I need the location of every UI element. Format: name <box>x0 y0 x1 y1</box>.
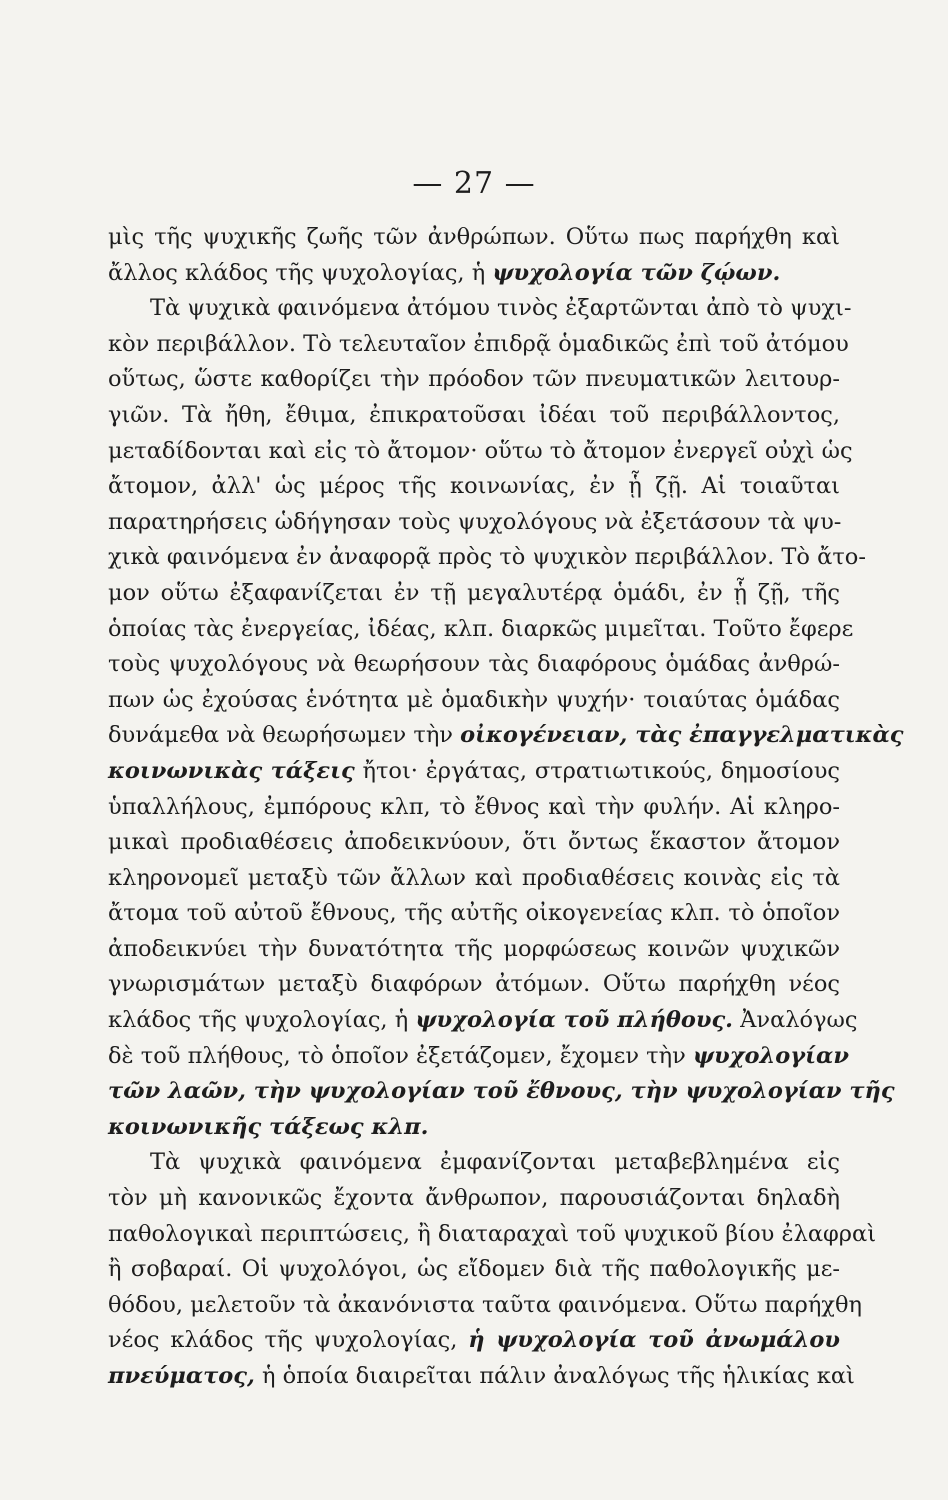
text-segment: Ἀναλόγως <box>733 1007 858 1034</box>
text-segment: ἀποδεικνύει τὴν δυνατότητα τῆς μορφώσεως κοινῶν ψυχικῶν <box>108 935 840 962</box>
text-segment: ἄτομα τοῦ αὐτοῦ ἔθνους, τῆς αὐτῆς οἰκογενείας κλπ. τὸ ὁποῖον <box>108 900 840 927</box>
emphasized-term: οἰκογένειαν, τὰς ἐπαγγελματικὰς <box>460 722 904 749</box>
text-segment: οὕτως, ὥστε καθορίζει τὴν πρόοδον τῶν πνευματικῶν λειτουρ- <box>108 366 840 393</box>
text-segment: ὑπαλλήλους, ἐμπόρους κλπ, τὸ ἔθνος καὶ τὴν φυλήν. Αἱ κληρο- <box>108 793 840 820</box>
text-line <box>108 434 853 470</box>
text-segment: κλάδος τῆς ψυχολογίας, ἡ <box>108 1007 416 1034</box>
text-line <box>108 1323 840 1359</box>
text-line <box>108 1039 849 1075</box>
text-line <box>108 1288 862 1324</box>
text-line <box>108 1217 877 1253</box>
text-segment: ἄλλος κλάδος τῆς ψυχολογίας, ἡ <box>108 259 493 286</box>
emphasized-term: ψυχολογία τῶν ζῴων. <box>492 259 781 286</box>
text-segment: μον οὕτω ἐξαφανίζεται ἐν τῇ μεγαλυτέρᾳ ὁμάδι, ἐν ᾗ ζῇ, τῆς <box>108 579 840 606</box>
text-line <box>108 540 866 576</box>
text-line <box>108 896 840 932</box>
text-segment: δυνάμεθα νὰ θεωρήσωμεν τὴν <box>108 722 461 749</box>
text-segment: ἤτοι· ἐργάτας, στρατιωτικούς, δημοσίους <box>354 757 840 784</box>
text-line <box>108 505 840 541</box>
text-line <box>108 1252 840 1288</box>
text-segment: δὲ τοῦ πλήθους, τὸ ὁποῖον ἐξετάζομεν, ἔχομεν τὴν <box>108 1042 693 1069</box>
emphasized-term: ψυχολογίαν <box>692 1042 849 1069</box>
text-segment: Τὰ ψυχικὰ φαινόμενα ἀτόμου τινὸς ἐξαρτῶνται ἀπὸ τὸ ψυχι- <box>150 295 852 322</box>
text-line <box>108 469 840 505</box>
page-number: — 27 — <box>412 166 536 201</box>
text-line <box>108 932 840 968</box>
text-segment: μικαὶ προδιαθέσεις ἀποδεικνύουν, ὅτι ὄντως ἕκαστον ἄτομον <box>108 829 840 856</box>
text-line <box>108 790 840 826</box>
text-segment: πων ὡς ἐχούσας ἑνότητα μὲ ὁμαδικὴν ψυχήν· τοιαύτας ὁμάδας <box>108 686 840 713</box>
text-segment: τοὺς ψυχολόγους νὰ θεωρήσουν τὰς διαφόρους ὁμάδας ἀνθρώ- <box>108 651 840 678</box>
text-segment: ἢ σοβαραί. Οἱ ψυχολόγοι, ὡς εἴδομεν διὰ τῆς παθολογικῆς με- <box>108 1256 840 1283</box>
text-line <box>108 1003 858 1039</box>
text-segment: ὁποίας τὰς ἐνεργείας, ἰδέας, κλπ. διαρκῶς μιμεῖται. Τοῦτο ἔφερε <box>108 615 854 642</box>
text-segment: κὸν περιβάλλον. Τὸ τελευταῖον ἐπιδρᾷ ὁμαδικῶς ἐπὶ τοῦ ἀτόμου <box>108 330 849 357</box>
text-segment: γιῶν. Τὰ ἤθη, ἔθιμα, ἐπικρατοῦσαι ἰδέαι τοῦ περιβάλλοντος, <box>108 401 840 428</box>
emphasized-term: κοινωνικῆς τάξεως κλπ. <box>108 1113 429 1140</box>
text-line <box>108 362 840 398</box>
text-line <box>108 576 840 612</box>
text-line <box>108 718 904 754</box>
text-segment: παθολογικαὶ περιπτώσεις, ἢ διαταραχαὶ τοῦ ψυχικοῦ βίου ἐλαφραὶ <box>108 1220 877 1247</box>
text-segment: ἄτομον, ἀλλ' ὡς μέρος τῆς κοινωνίας, ἐν ᾗ ζῇ. Αἱ τοιαῦται <box>108 473 840 500</box>
text-line <box>108 612 854 648</box>
text-segment: κληρονομεῖ μεταξὺ τῶν ἄλλων καὶ προδιαθέσεις κοινὰς εἰς τὰ <box>108 864 840 891</box>
text-line <box>108 647 840 683</box>
text-segment: μεταδίδονται καὶ εἰς τὸ ἄτομον· οὕτω τὸ ἄτομον ἐνεργεῖ οὐχὶ ὡς <box>108 437 853 464</box>
text-segment: γνωρισμάτων μεταξὺ διαφόρων ἀτόμων. Οὕτω παρήχθη νέος <box>108 971 840 998</box>
emphasized-term: ψυχολογία τοῦ πλήθους. <box>415 1007 733 1034</box>
text-line <box>108 220 840 256</box>
text-line <box>108 754 840 790</box>
text-line <box>108 291 852 327</box>
text-line <box>108 327 849 363</box>
text-line <box>108 1074 895 1110</box>
text-line <box>108 256 840 292</box>
body-text <box>108 220 904 1395</box>
text-segment: νέος κλάδος τῆς ψυχολογίας, <box>108 1327 469 1354</box>
text-line <box>108 861 840 897</box>
emphasized-term: πνεύματος, <box>108 1363 255 1389</box>
text-segment: ἡ ὁποία διαιρεῖται πάλιν ἀναλόγως τῆς ἡλικίας καὶ <box>254 1363 855 1389</box>
text-line <box>108 825 840 861</box>
emphasized-term: τῶν λαῶν, τὴν ψυχολογίαν τοῦ ἔθνους, τὴν ψυχολογίαν τῆς <box>108 1078 895 1105</box>
text-line <box>108 1359 855 1395</box>
text-line <box>108 1110 840 1146</box>
text-segment: τὸν μὴ κανονικῶς ἔχοντα ἄνθρωπον, παρουσιάζονται δηλαδὴ <box>108 1185 840 1212</box>
text-line <box>108 398 840 434</box>
emphasized-term: ἡ ψυχολογία τοῦ ἀνωμάλου <box>468 1327 840 1354</box>
text-segment: παρατηρήσεις ὡδήγησαν τοὺς ψυχολόγους νὰ ἐξετάσουν τὰ ψυ- <box>108 508 842 535</box>
text-segment: θόδου, μελετοῦν τὰ ἀκανόνιστα ταῦτα φαινόμενα. Οὕτω παρήχθη <box>108 1291 862 1318</box>
text-segment: χικὰ φαινόμενα ἐν ἀναφορᾷ πρὸς τὸ ψυχικὸν περιβάλλον. Τὸ ἄτο- <box>108 544 866 571</box>
text-line <box>108 967 840 1003</box>
text-line <box>108 1181 840 1217</box>
text-line <box>108 683 840 719</box>
emphasized-term: κοινωνικὰς τάξεις <box>108 757 355 784</box>
text-segment: Τὰ ψυχικὰ φαινόμενα ἐμφανίζονται μεταβεβλημένα εἰς <box>150 1149 840 1176</box>
text-segment: μὶς τῆς ψυχικῆς ζωῆς τῶν ἀνθρώπων. Οὕτω πως παρήχθη καὶ <box>108 224 840 250</box>
text-line <box>108 1145 840 1181</box>
